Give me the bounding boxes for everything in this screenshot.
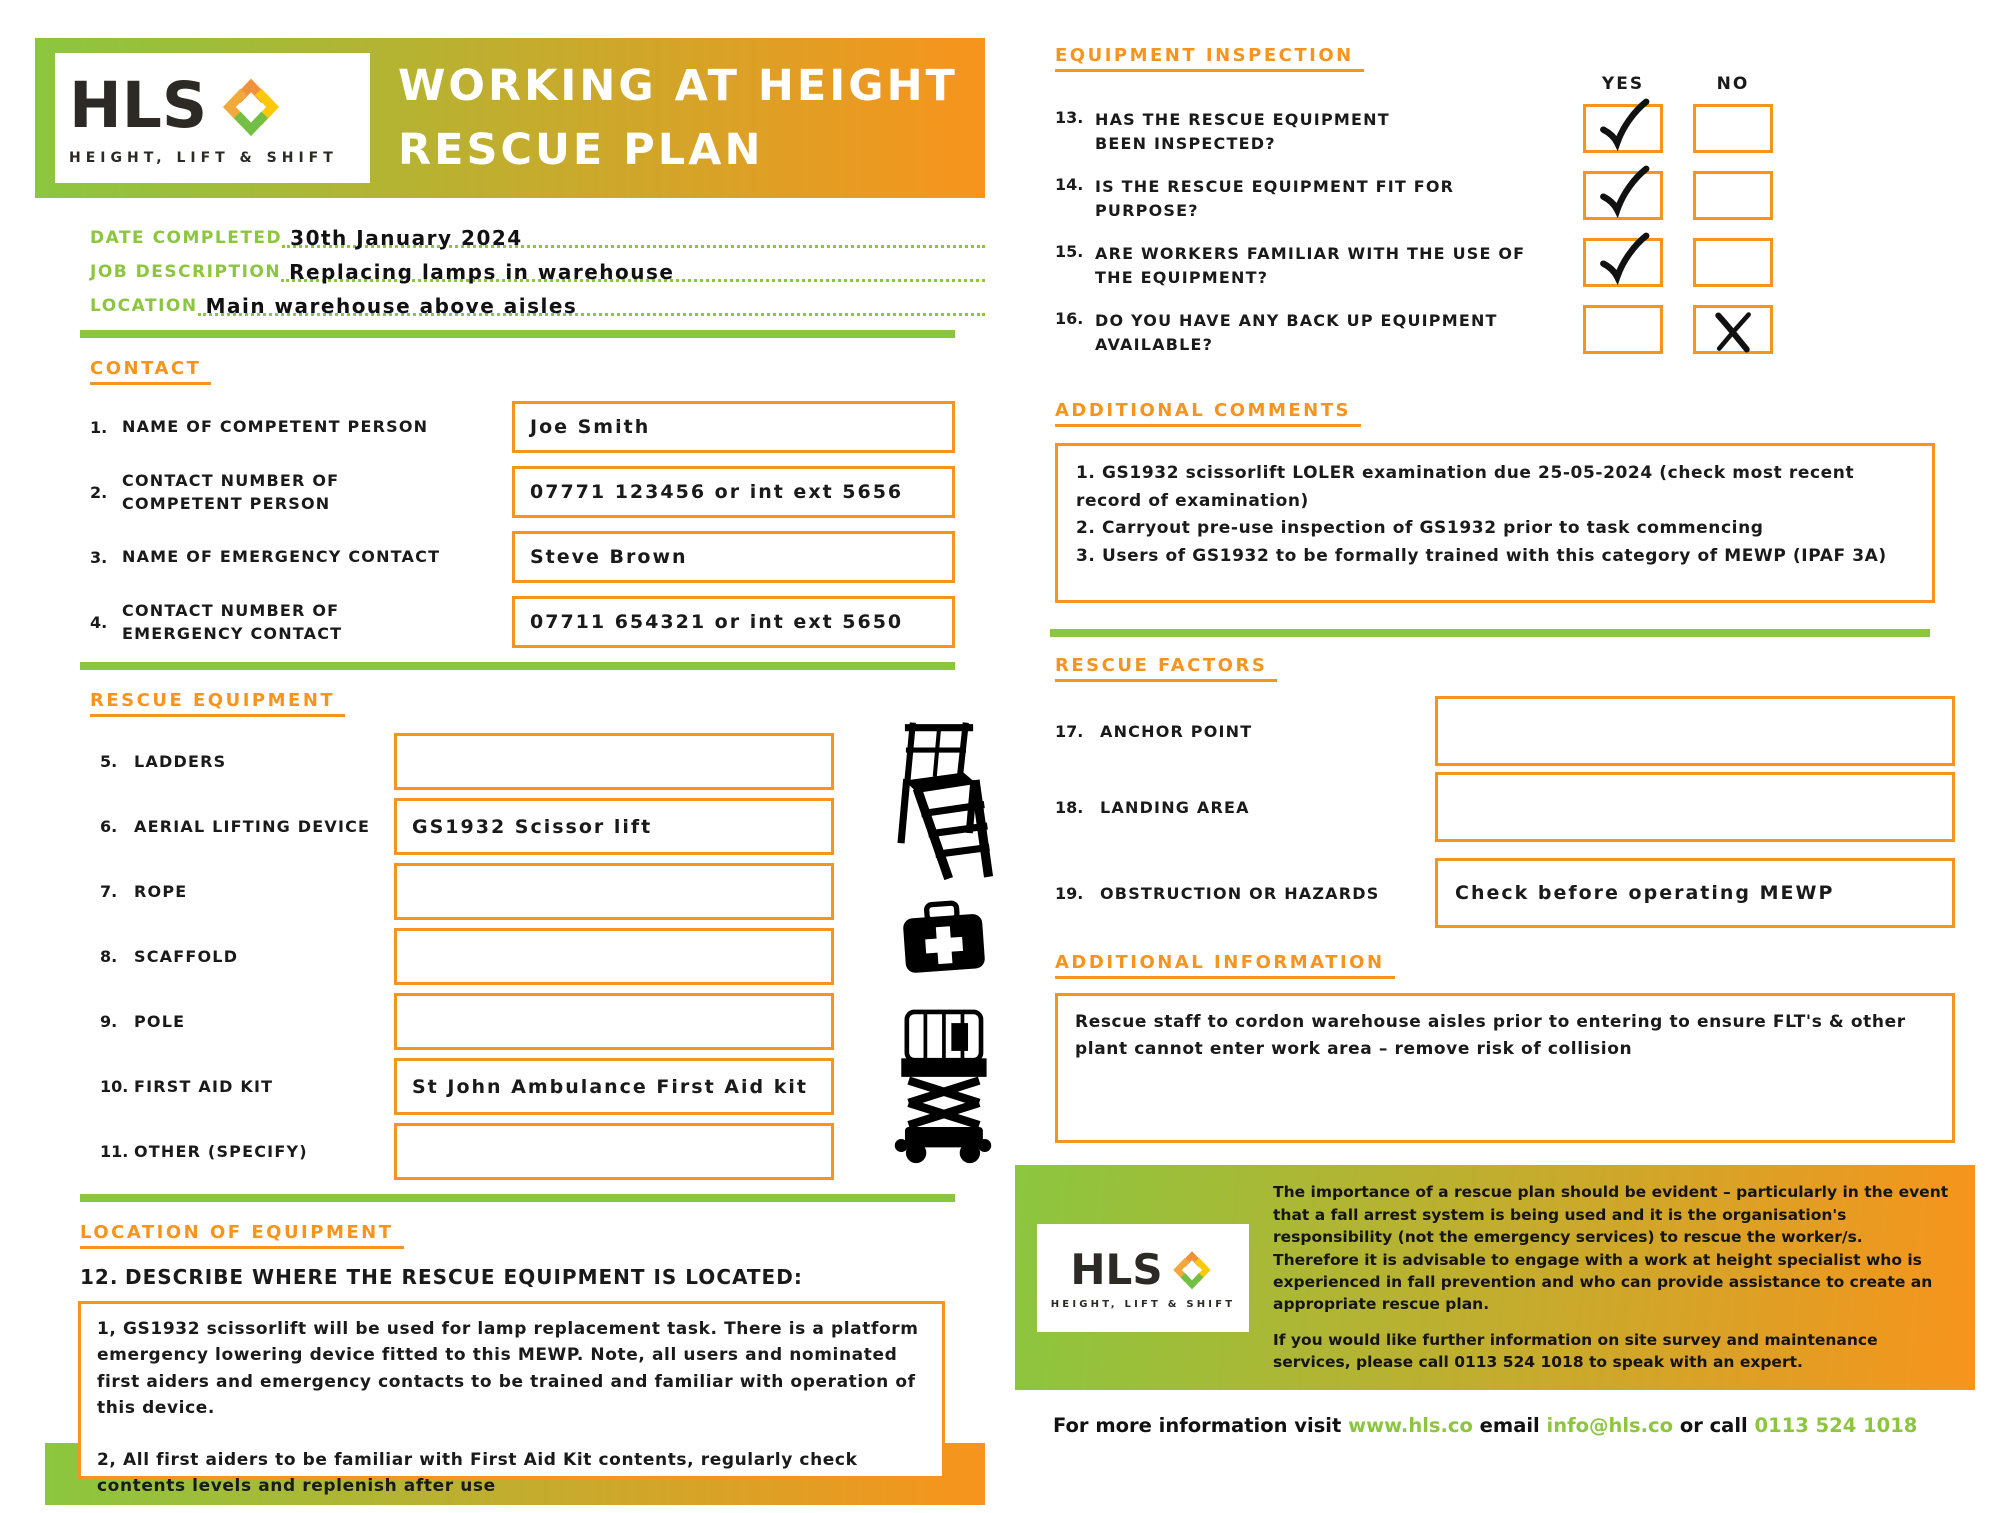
- scaffold-label: SCAFFOLD: [134, 947, 239, 966]
- emergency-number-value: 07711 654321 or int ext 5650: [530, 611, 904, 633]
- equipment-row-other: [100, 1123, 985, 1180]
- inspection-row-16: [1055, 305, 2000, 357]
- item-number: 16.: [1055, 309, 1084, 328]
- info-prefix: For more information visit: [1053, 1414, 1342, 1437]
- page-title: [398, 54, 958, 183]
- contact-list: [90, 401, 955, 648]
- emergency-number-label: CONTACT NUMBER OF EMERGENCY CONTACT: [122, 600, 343, 643]
- date-completed-field[interactable]: [282, 214, 985, 248]
- item-number: 10.: [100, 1077, 129, 1096]
- scissor-lift-icon: [892, 995, 994, 1181]
- location-value: Main warehouse above aisles: [205, 294, 578, 318]
- obstruction-hazards-field[interactable]: [1435, 858, 1955, 928]
- footer-advice-text: [1273, 1181, 1953, 1374]
- rescue-factor-row-obstruction: [1055, 858, 1955, 928]
- header-banner: [35, 38, 985, 198]
- ladders-field[interactable]: [394, 733, 834, 790]
- job-description-row: [90, 248, 985, 282]
- checkbox-yes[interactable]: [1583, 104, 1663, 153]
- rope-field[interactable]: [394, 863, 834, 920]
- footer-banner: [1015, 1165, 1975, 1390]
- rope-label: ROPE: [134, 882, 188, 901]
- location-label: LOCATION: [90, 296, 198, 316]
- competent-person-value: Joe Smith: [530, 416, 651, 438]
- first-aid-value: St John Ambulance First Aid kit: [412, 1075, 808, 1098]
- item-number: 19.: [1055, 883, 1084, 903]
- location-of-equipment-block: [35, 1301, 985, 1513]
- first-aid-label: FIRST AID KIT: [134, 1077, 274, 1096]
- page-title-line1: WORKING AT HEIGHT: [398, 60, 958, 111]
- divider: [80, 330, 955, 338]
- item-number: 5.: [100, 752, 118, 771]
- additional-comments-field[interactable]: [1055, 443, 1935, 603]
- item-number: 3.: [90, 547, 108, 567]
- checkbox-no[interactable]: [1693, 171, 1773, 220]
- other-field[interactable]: [394, 1123, 834, 1180]
- inspection-row-15: [1055, 238, 2000, 290]
- left-column: [35, 38, 985, 1513]
- email-link[interactable]: info@hls.co: [1546, 1414, 1674, 1437]
- pole-label: POLE: [134, 1012, 186, 1031]
- aerial-device-value: GS1932 Scissor lift: [412, 815, 653, 838]
- landing-area-label: LANDING AREA: [1100, 797, 1250, 817]
- equipment-row-first-aid: [100, 1058, 985, 1115]
- emergency-number-field[interactable]: [512, 596, 955, 648]
- competent-person-field[interactable]: [512, 401, 955, 453]
- equipment-row-scaffold: [100, 928, 985, 985]
- item-number: 1.: [90, 417, 108, 437]
- location-field[interactable]: [198, 282, 985, 316]
- equipment-row-aerial: [100, 798, 985, 855]
- job-description-label: JOB DESCRIPTION: [90, 262, 282, 282]
- date-completed-value: 30th January 2024: [290, 226, 523, 250]
- checkbox-no[interactable]: [1693, 305, 1773, 354]
- item-number: 11.: [100, 1142, 129, 1161]
- footer-hls-logo: [1037, 1224, 1249, 1332]
- additional-comments-heading: ADDITIONAL COMMENTS: [1055, 400, 1361, 427]
- check-mark-icon: [1594, 229, 1652, 289]
- landing-area-field[interactable]: [1435, 772, 1955, 842]
- fit-for-purpose-question: IS THE RESCUE EQUIPMENT FIT FOR PURPOSE?: [1095, 177, 1455, 220]
- additional-information-heading: ADDITIONAL INFORMATION: [1055, 952, 1395, 979]
- contact-info-line: [1053, 1414, 2000, 1437]
- hls-logo-tagline: HEIGHT, LIFT & SHIFT: [69, 149, 338, 166]
- no-column-label: NO: [1716, 74, 1750, 94]
- divider: [1050, 629, 1930, 637]
- equipment-location-paragraph-1: 1, GS1932 scissorlift will be used for lamp replacement task. There is a platform emergency lowering device fitted to this MEWP. Note, all users and nominated first aiders and emergency contacts to be trained and familiar with operation of this device.: [97, 1319, 919, 1419]
- describe-equipment-label-row: [80, 1265, 985, 1289]
- additional-information-field[interactable]: [1055, 993, 1955, 1143]
- item-number: 2.: [90, 482, 108, 502]
- equipment-location-paragraph-2: 2, All first aiders to be familiar with First Aid Kit contents, regularly check contents levels and replenish after use: [97, 1449, 858, 1497]
- contact-row-4: [90, 596, 955, 648]
- equipment-inspection-heading: EQUIPMENT INSPECTION: [1055, 45, 1364, 72]
- item-number: 4.: [90, 612, 108, 632]
- other-label: OTHER (SPECIFY): [134, 1142, 308, 1161]
- equipment-row-rope: [100, 863, 985, 920]
- footer-paragraph-1: The importance of a rescue plan should be evident – particularly in the event that a fall arrest system is being used and it is the organisation's responsibility (not the emergency services) to rescue the worker/s. Therefore it is advisable to engage with a work at height specialist who is experienced in fall prevention and who can provide assistance to create an appropriate rescue plan.: [1273, 1183, 1949, 1314]
- hls-diamond-icon: [215, 71, 287, 143]
- competent-number-field[interactable]: [512, 466, 955, 518]
- item-number: 12.: [80, 1265, 119, 1289]
- first-aid-field[interactable]: [394, 1058, 834, 1115]
- job-description-value: Replacing lamps in warehouse: [289, 260, 675, 284]
- yes-no-column-headers: [1055, 74, 2000, 94]
- first-aid-kit-icon: [900, 897, 988, 981]
- item-number: 17.: [1055, 721, 1084, 741]
- footer-hls-logo-tagline: HEIGHT, LIFT & SHIFT: [1050, 1298, 1236, 1310]
- competent-number-label: CONTACT NUMBER OF COMPETENT PERSON: [122, 470, 340, 513]
- right-column: [1035, 45, 2000, 1437]
- hls-logo: [55, 53, 370, 183]
- rescue-factors-list: [1055, 696, 1955, 928]
- contact-row-2: [90, 466, 955, 518]
- obstruction-hazards-value: Check before operating MEWP: [1455, 882, 1835, 904]
- rescue-factor-row-landing: [1055, 772, 1955, 842]
- scaffold-field[interactable]: [394, 928, 834, 985]
- additional-information-text: Rescue staff to cordon warehouse aisles prior to entering to ensure FLT's & other plant cannot enter work area – remove risk of collision: [1075, 1012, 1906, 1060]
- footer-paragraph-2: If you would like further information on site survey and maintenance services, please call 0113 524 1018 to speak with an expert.: [1273, 1330, 1878, 1372]
- item-number: 18.: [1055, 797, 1084, 817]
- aerial-device-label: AERIAL LIFTING DEVICE: [134, 817, 371, 836]
- comment-line-1: 1. GS1932 scissorlift LOLER examination due 25-05-2024 (check most recent record of examination): [1076, 463, 1855, 511]
- item-number: 9.: [100, 1012, 118, 1031]
- website-link[interactable]: www.hls.co: [1348, 1414, 1473, 1437]
- rescue-equipment-heading: RESCUE EQUIPMENT: [90, 690, 345, 717]
- emergency-contact-field[interactable]: [512, 531, 955, 583]
- equipment-row-pole: [100, 993, 985, 1050]
- comment-line-3: 3. Users of GS1932 to be formally trained with this category of MEWP (IPAF 3A): [1076, 545, 1887, 566]
- competent-person-label: NAME OF COMPETENT PERSON: [122, 417, 429, 437]
- checkbox-no[interactable]: [1693, 104, 1773, 153]
- item-number: 8.: [100, 947, 118, 966]
- inspected-question: HAS THE RESCUE EQUIPMENT BEEN INSPECTED?: [1095, 110, 1390, 153]
- contact-row-3: [90, 531, 955, 583]
- rescue-equipment-list: [100, 733, 985, 1180]
- checkbox-no[interactable]: [1693, 238, 1773, 287]
- item-number: 14.: [1055, 175, 1084, 194]
- footer-hls-diamond-icon: [1168, 1246, 1216, 1294]
- equipment-location-field[interactable]: [78, 1301, 945, 1497]
- hls-logo-text: HLS: [69, 69, 208, 143]
- podium-ladder-icon: [882, 717, 994, 885]
- contact-heading: CONTACT: [90, 358, 211, 385]
- backup-equipment-question: DO YOU HAVE ANY BACK UP EQUIPMENT AVAILABLE?: [1095, 311, 1498, 354]
- checkbox-yes[interactable]: [1583, 171, 1663, 220]
- item-number: 15.: [1055, 242, 1084, 261]
- yes-column-label: YES: [1601, 74, 1645, 94]
- equipment-inspection-list: [1055, 74, 2000, 357]
- equipment-row-ladders: [100, 733, 985, 790]
- item-number: 6.: [100, 817, 118, 836]
- check-mark-icon: [1594, 95, 1652, 155]
- pole-field[interactable]: [394, 993, 834, 1050]
- checkbox-yes[interactable]: [1583, 238, 1663, 287]
- location-of-equipment-heading: LOCATION OF EQUIPMENT: [80, 1222, 404, 1249]
- email-label: email: [1479, 1414, 1540, 1437]
- ladders-label: LADDERS: [134, 752, 227, 771]
- contact-row-1: [90, 401, 955, 453]
- obstruction-hazards-label: OBSTRUCTION OR HAZARDS: [1100, 883, 1380, 903]
- item-number: 13.: [1055, 108, 1084, 127]
- rescue-factor-row-anchor: [1055, 696, 1955, 766]
- divider: [80, 662, 955, 670]
- inspection-row-14: [1055, 171, 2000, 223]
- aerial-device-field[interactable]: [394, 798, 834, 855]
- footer-hls-logo-text: HLS: [1070, 1244, 1163, 1294]
- date-completed-row: [90, 214, 985, 248]
- describe-equipment-label: DESCRIBE WHERE THE RESCUE EQUIPMENT IS LOCATED:: [125, 1265, 803, 1289]
- check-mark-icon: [1594, 162, 1652, 222]
- location-row: [90, 282, 985, 316]
- form-meta: [90, 214, 985, 316]
- phone-link[interactable]: 0113 524 1018: [1754, 1414, 1918, 1437]
- comment-line-2: 2. Carryout pre-use inspection of GS1932 prior to task commencing: [1076, 518, 1764, 539]
- x-mark-icon: [1710, 308, 1756, 356]
- anchor-point-label: ANCHOR POINT: [1100, 721, 1253, 741]
- inspection-row-13: [1055, 104, 2000, 156]
- divider: [80, 1194, 955, 1202]
- date-completed-label: DATE COMPLETED: [90, 228, 283, 248]
- page-title-line2: RESCUE PLAN: [398, 125, 764, 175]
- checkbox-yes[interactable]: [1583, 305, 1663, 354]
- emergency-contact-label: NAME OF EMERGENCY CONTACT: [122, 547, 441, 567]
- job-description-field[interactable]: [281, 248, 985, 282]
- emergency-contact-value: Steve Brown: [530, 546, 688, 568]
- rescue-factors-heading: RESCUE FACTORS: [1055, 655, 1277, 682]
- competent-number-value: 07771 123456 or int ext 5656: [530, 481, 904, 503]
- item-number: 7.: [100, 882, 118, 901]
- anchor-point-field[interactable]: [1435, 696, 1955, 766]
- familiar-question: ARE WORKERS FAMILIAR WITH THE USE OF THE EQUIPMENT?: [1095, 244, 1526, 287]
- call-label: or call: [1679, 1414, 1748, 1437]
